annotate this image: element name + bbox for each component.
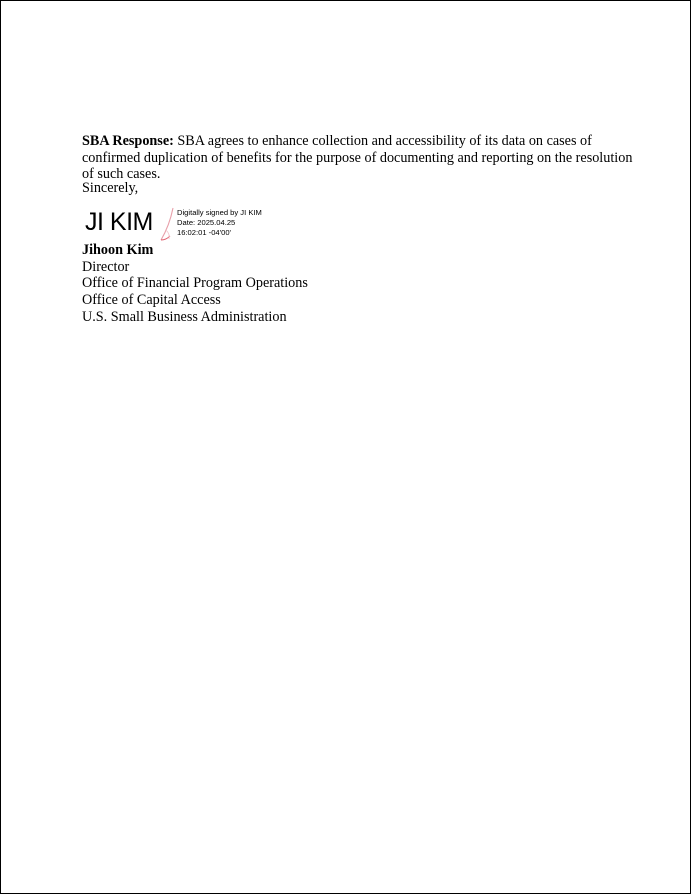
- signer-block: [82, 242, 308, 326]
- signature-time: 16:02:01 -04'00': [177, 228, 231, 237]
- signature-name: JI KIM: [85, 208, 153, 236]
- signer-title: Director: [82, 258, 130, 275]
- sba-response-paragraph: [82, 133, 642, 183]
- signer-agency: U.S. Small Business Administration: [82, 308, 287, 325]
- signature-details: [177, 208, 262, 238]
- closing: Sincerely,: [82, 180, 139, 196]
- signer-office-2: Office of Capital Access: [82, 292, 221, 309]
- signer-office-1: Office of Financial Program Operations: [82, 275, 308, 292]
- signature-signed-by: Digitally signed by JI KIM: [177, 208, 262, 217]
- signature-flourish-icon: [155, 206, 179, 242]
- signer-name: Jihoon Kim: [82, 242, 154, 258]
- response-lead: SBA Response:: [82, 133, 174, 149]
- response-text: SBA agrees to enhance collection and accessibility of its data on cases of confirmed duplication of benefits for the purpose of documenting and reporting on the resolution of such cases.: [82, 133, 633, 182]
- digital-signature[interactable]: [85, 204, 285, 242]
- signature-date: Date: 2025.04.25: [177, 218, 236, 227]
